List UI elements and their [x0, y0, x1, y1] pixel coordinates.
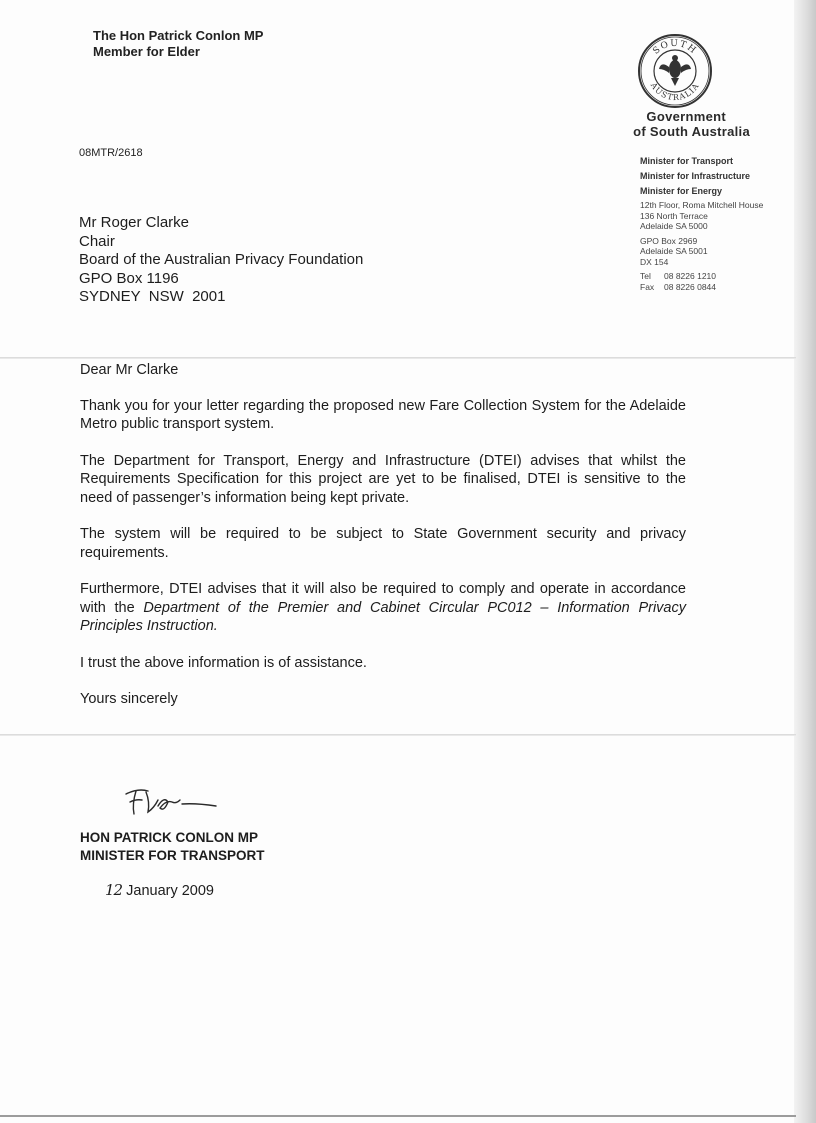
office-address: [640, 200, 763, 292]
closing: Yours sincerely: [80, 691, 178, 707]
recipient-line: Mr Roger Clarke: [79, 214, 190, 231]
paper-bottom-edge: [0, 1115, 796, 1117]
postal-line: GPO Box 2969: [640, 235, 698, 246]
minister-title: Minister for Energy: [640, 186, 723, 196]
mp-header: [93, 28, 263, 60]
minister-title: Minister for Infrastructure: [640, 171, 751, 181]
signatory-title: MINISTER FOR TRANSPORT: [80, 848, 265, 863]
address-line: Adelaide SA 5000: [640, 221, 708, 231]
letter-date: [105, 881, 214, 899]
recipient-line: SYDNEY NSW 2001: [79, 288, 226, 305]
date-text: January 2009: [126, 883, 214, 899]
salutation: Dear Mr Clarke: [80, 362, 179, 378]
minister-titles: [640, 154, 750, 199]
paragraph: [80, 580, 686, 636]
fax-label: Fax: [640, 281, 655, 292]
postal-line: Adelaide SA 5001: [640, 246, 708, 256]
phone-line: [640, 271, 763, 282]
reference-number: 08MTR/2618: [79, 147, 143, 159]
letter-body: [80, 361, 686, 709]
paper-edge-shadow: [794, 0, 816, 1123]
fax-line: [640, 282, 763, 293]
signatory-name: HON PATRICK CONLON MP: [80, 830, 258, 845]
paragraph: I trust the above information is of assistance.: [80, 654, 367, 671]
paragraph: Thank you for your letter regarding the proposed new Fare Collection System for the Adelaide Metro public transport system.: [80, 397, 686, 432]
postal-line: DX 154: [640, 256, 669, 267]
circular-reference: Department of the Premier and Cabinet Circular PC012 – Information Privacy Principles Instruction.: [80, 599, 686, 634]
paragraph: The system will be required to be subject to State Government security and privacy requirements.: [80, 526, 686, 561]
handwritten-day: 12: [105, 881, 123, 899]
signatory-block: [80, 829, 265, 865]
government-name-line2: of South Australia: [633, 124, 750, 139]
tel-label: Tel: [640, 271, 651, 281]
seal-top-text: SOUTH: [651, 38, 699, 57]
address-line: 12th Floor, Roma Mitchell House: [640, 200, 764, 210]
government-seal-logo: [637, 33, 713, 109]
government-name-line1: Government: [646, 109, 726, 124]
recipient-line: GPO Box 1196: [79, 269, 179, 287]
recipient-address: [79, 214, 363, 307]
government-name: [590, 109, 750, 139]
fold-line: [0, 734, 796, 736]
address-line: 136 North Terrace: [640, 210, 708, 221]
paragraph-text: Furthermore, DTEI advises that it will also be required to comply and operate in accordance with the: [80, 581, 686, 616]
fold-line: [0, 357, 796, 359]
mp-name: The Hon Patrick Conlon MP: [93, 28, 264, 43]
mp-role: Member for Elder: [93, 44, 200, 59]
recipient-line: Board of the Australian Privacy Foundation: [79, 251, 364, 268]
seal-bottom-text: AUSTRALIA: [648, 81, 702, 103]
piping-shrike-icon: [659, 55, 691, 86]
recipient-line: Chair: [79, 232, 115, 250]
handwritten-signature: [120, 782, 230, 822]
paragraph: The Department for Transport, Energy and Infrastructure (DTEI) advises that whilst the Requirements Specification for this project are yet to be finalised, DTEI is sensitive to the need of passenger’s information being kept private.: [80, 452, 686, 506]
fax-number: 08 8226 0844: [664, 281, 716, 292]
minister-title: Minister for Transport: [640, 156, 734, 166]
tel-number: 08 8226 1210: [664, 271, 716, 281]
